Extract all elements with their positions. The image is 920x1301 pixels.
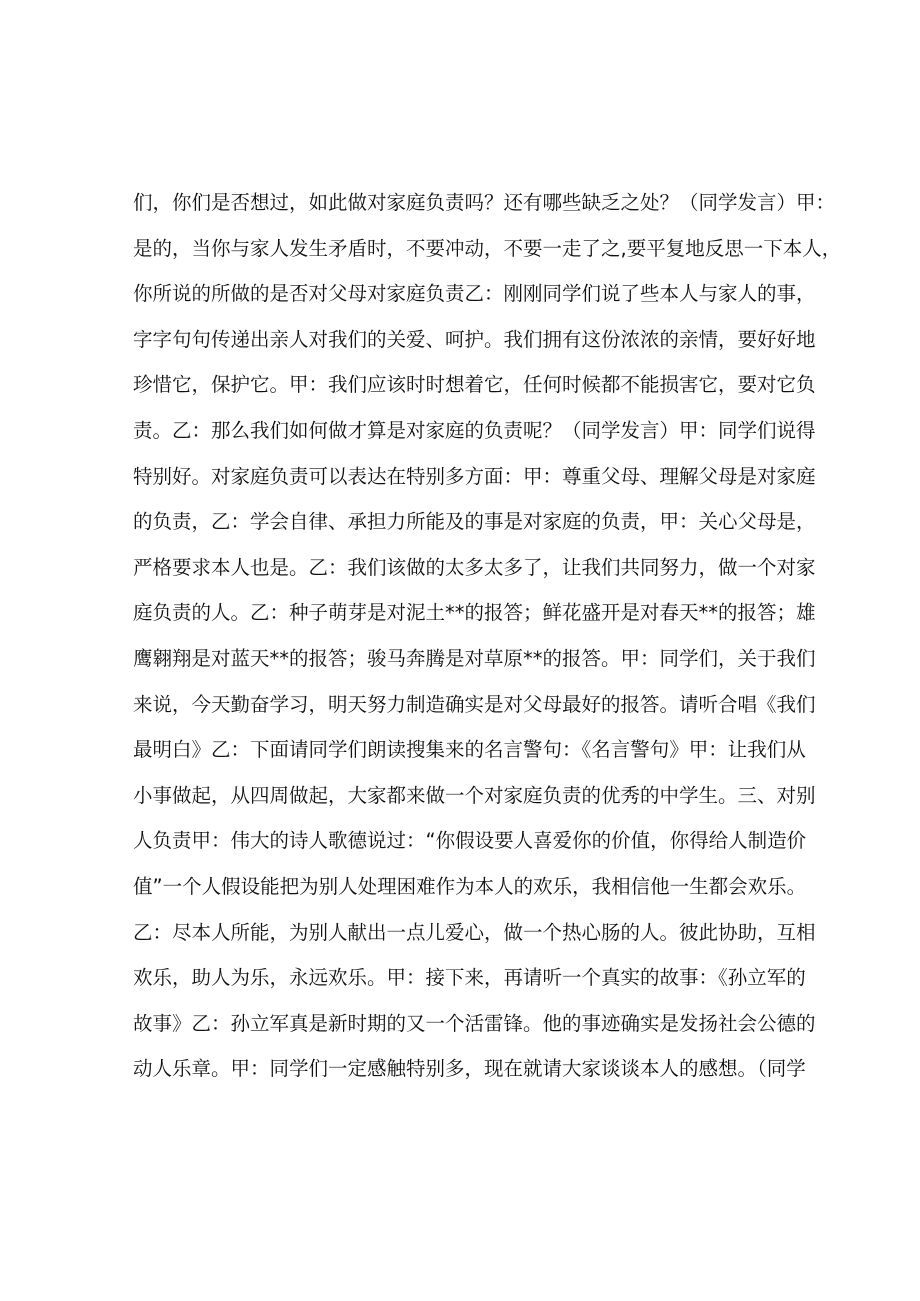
- text-line: 人负责甲：伟大的诗人歌德说过：“你假设要人喜爱你的价值，你得给人制造价: [133, 829, 807, 853]
- text-line: 你所说的所做的是否对父母对家庭负责乙：刚刚同学们说了些本人与家人的事，: [133, 282, 816, 306]
- text-line: 欢乐，助人为乐，永远欢乐。甲：接下来，再请听一个真实的故事：《孙立军的: [133, 966, 806, 990]
- text-line: 最明白》乙：下面请同学们朗读搜集来的名言警句：《名言警句》甲：让我们从: [133, 738, 806, 762]
- text-line: 庭负责的人。乙：种子萌芽是对泥土**的报答；鲜花盛开是对春天**的报答；雄: [133, 601, 816, 625]
- text-line: 来说，今天勤奋学习，明天努力制造确实是对父母最好的报答。请听合唱《我们: [133, 692, 816, 716]
- text-line: 们，你们是否想过，如此做对家庭负责吗？还有哪些缺乏之处？（同学发言）甲：: [133, 191, 836, 214]
- text-line: 的负责，乙：学会自律、承担力所能及的事是对家庭的负责，甲：关心父母是，: [133, 510, 816, 534]
- text-line: 特别好。对家庭负责可以表达在特别多方面：甲：尊重父母、理解父母是对家庭: [133, 464, 816, 488]
- body-text: [133, 180, 842, 1092]
- text-line: 值”一个人假设能把为别人处理困难作为本人的欢乐，我相信他一生都会欢乐。: [133, 874, 807, 898]
- text-line: 鹰翱翔是对蓝天**的报答；骏马奔腾是对草原**的报答。甲：同学们，关于我们: [133, 646, 816, 670]
- text-line: 小事做起，从四周做起，大家都来做一个对家庭负责的优秀的中学生。三、对别: [133, 783, 816, 807]
- text-line: 字字句句传递出亲人对我们的关爱、呵护。我们拥有这份浓浓的亲情，要好好地: [133, 327, 816, 351]
- text-line: 动人乐章。甲：同学们一定感触特别多，现在就请大家谈谈本人的感想。（同学: [133, 1057, 806, 1081]
- text-line: 责。乙：那么我们如何做才算是对家庭的负责呢？（同学发言）甲：同学们说得: [133, 418, 816, 442]
- text-line: 乙：尽本人所能，为别人献出一点儿爱心，做一个热心肠的人。彼此协助，互相: [133, 920, 816, 944]
- text-line: 故事》乙：孙立军真是新时期的又一个活雷锋。他的事迹确实是发扬社会公德的: [133, 1011, 816, 1035]
- text-line: 是的，当你与家人发生矛盾时，不要冲动，不要一走了之,要平复地反思一下本人，: [133, 236, 842, 260]
- text-line: 严格要求本人也是。乙：我们该做的太多太多了，让我们共同努力，做一个对家: [133, 555, 816, 579]
- text-line: 珍惜它，保护它。甲：我们应该时时想着它，任何时候都不能损害它，要对它负: [133, 373, 816, 397]
